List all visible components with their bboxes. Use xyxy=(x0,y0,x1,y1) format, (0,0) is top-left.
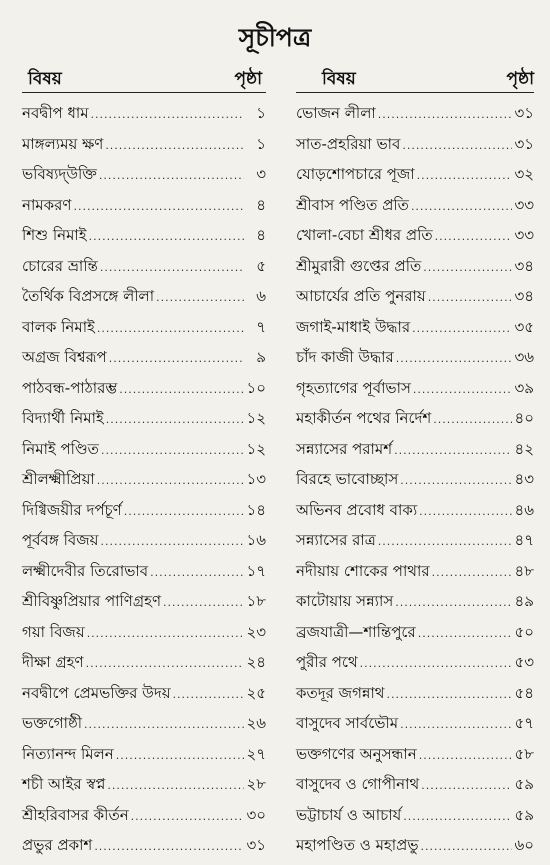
entry-page-number: ৩১ xyxy=(246,836,266,854)
entry-title: নামকরণ xyxy=(22,195,72,214)
toc-entry xyxy=(22,651,266,682)
dot-leader xyxy=(378,535,512,548)
entry-page-number: ৩ xyxy=(256,165,266,183)
dot-leader xyxy=(360,657,512,670)
dot-leader xyxy=(378,108,512,121)
entry-title: অগ্রজ বিশ্বরূপ xyxy=(22,348,107,366)
toc-entry xyxy=(296,560,534,591)
dot-leader xyxy=(423,261,512,274)
entry-title: শ্রীবিষ্ণুপ্রিয়ার পাণিগ্রহণ xyxy=(22,592,162,610)
dot-leader xyxy=(435,230,512,243)
toc-entry xyxy=(296,529,534,560)
entry-title: বালক নিমাই xyxy=(22,317,95,336)
dot-leader xyxy=(403,810,512,823)
toc-entry xyxy=(296,499,534,530)
toc-entry xyxy=(296,102,534,133)
entry-page-number: ২৩ xyxy=(246,622,266,641)
toc-entry xyxy=(22,316,266,347)
dot-leader xyxy=(100,261,244,274)
toc-entry xyxy=(296,834,534,865)
entry-page-number: ৪ xyxy=(256,226,266,244)
subject-header: বিষয় xyxy=(322,69,356,89)
entry-page-number: ৪৯ xyxy=(514,592,534,610)
entry-page-number: ১৭ xyxy=(246,561,266,580)
toc-entry xyxy=(296,651,534,682)
toc-entry xyxy=(22,163,266,194)
toc-entry xyxy=(296,682,534,713)
toc-entry xyxy=(296,407,534,438)
entry-title: তৈর্থিক বিপ্রসঙ্গে লীলা xyxy=(22,287,155,305)
dot-leader xyxy=(419,505,512,518)
entry-title: গৃহত্যাগের পূর্বাভাস xyxy=(296,378,411,397)
dot-leader xyxy=(119,383,244,396)
dot-leader xyxy=(421,779,512,792)
dot-leader xyxy=(89,230,244,243)
entry-page-number: ২৫ xyxy=(246,683,266,702)
entry-page-number: ৫৯ xyxy=(514,805,534,824)
dot-leader xyxy=(394,444,512,457)
entry-page-number: ২৮ xyxy=(246,775,266,793)
dot-leader xyxy=(84,718,244,731)
entry-title: ভট্টাচার্য ও আচার্য xyxy=(296,805,402,824)
dot-leader xyxy=(412,322,512,335)
entry-title: নবদ্বীপে প্রেমভক্তির উদয় xyxy=(22,683,171,702)
subject-header: বিষয় xyxy=(28,69,62,89)
toc-entry xyxy=(22,773,266,804)
dot-leader xyxy=(402,139,512,152)
entry-page-number: ৬০ xyxy=(514,836,534,854)
dot-leader xyxy=(418,627,512,640)
dot-leader xyxy=(101,535,245,548)
page-header: পৃষ্ঠা xyxy=(234,69,262,89)
header-divider xyxy=(296,92,534,93)
entry-list xyxy=(22,102,266,865)
entry-page-number: ৩২ xyxy=(514,165,534,183)
entry-title: ভবিষ্যদ্‌উক্তি xyxy=(22,165,97,183)
toc-entry xyxy=(296,163,534,194)
entry-title: শিশু নিমাই xyxy=(22,226,87,244)
toc-entry xyxy=(296,377,534,408)
entry-page-number: ৪০ xyxy=(514,409,534,427)
entry-page-number: ২৭ xyxy=(246,744,266,763)
entry-page-number: ৩৬ xyxy=(514,348,534,366)
dot-leader xyxy=(97,322,244,335)
entry-title: পাঠবন্ধ-পাঠারম্ভ xyxy=(22,378,118,397)
toc-entry xyxy=(296,438,534,469)
dot-leader xyxy=(163,596,244,609)
dot-leader xyxy=(421,840,512,853)
dot-leader xyxy=(105,139,244,152)
toc-entry xyxy=(296,285,534,316)
entry-title: দিগ্বিজয়ীর দর্পচূর্ণ xyxy=(22,500,122,519)
dot-leader xyxy=(131,810,244,823)
toc-entry xyxy=(22,468,266,499)
entry-title: চোরের ভ্রান্তি xyxy=(22,256,98,275)
dot-leader xyxy=(86,657,244,670)
dot-leader xyxy=(87,627,244,640)
entry-title: মাঙ্গল্যময় ক্ষণ xyxy=(22,134,104,153)
entry-title: কতদূর জগন্নাথ xyxy=(296,683,385,702)
entry-page-number: ৩৯ xyxy=(514,378,534,397)
dot-leader xyxy=(417,169,512,182)
entry-page-number: ৪৩ xyxy=(514,470,534,488)
toc-entry xyxy=(22,224,266,255)
dot-leader xyxy=(419,749,512,762)
entry-page-number: ৫০ xyxy=(514,622,534,641)
entry-page-number: ১৪ xyxy=(246,500,266,519)
dot-leader xyxy=(413,383,512,396)
entry-page-number: ১ xyxy=(256,104,266,122)
entry-page-number: ৪ xyxy=(256,195,266,214)
dot-leader xyxy=(106,413,244,426)
entry-title: খোলা-বেচা শ্রীধর প্রতি xyxy=(296,226,433,244)
toc-entry xyxy=(22,255,266,286)
entry-page-number: ১ xyxy=(256,134,266,153)
toc-entry xyxy=(296,468,534,499)
entry-title: বাসুদেব সার্বভৌম xyxy=(296,714,399,732)
toc-entry xyxy=(22,499,266,530)
entry-title: শ্রীহরিবাসর কীর্তন xyxy=(22,805,129,824)
entry-title: মহাপণ্ডিত ও মহাপ্রভু xyxy=(296,836,419,854)
toc-entry xyxy=(22,529,266,560)
entry-title: বাসুদেব ও গোপীনাথ xyxy=(296,775,420,793)
entry-title: যোড়শোপচারে পূজা xyxy=(296,165,415,183)
column-header xyxy=(22,66,266,92)
toc-entry xyxy=(296,621,534,652)
entry-title: লক্ষ্মীদেবীর তিরোভাব xyxy=(22,561,149,580)
column-header xyxy=(296,66,534,92)
entry-page-number: ১৩ xyxy=(246,470,266,488)
toc-entry xyxy=(296,346,534,377)
toc-entry xyxy=(22,621,266,652)
entry-page-number: ৩৪ xyxy=(514,256,534,275)
entry-page-number: ৫৯ xyxy=(514,775,534,793)
toc-entry xyxy=(296,133,534,164)
entry-list xyxy=(296,102,534,865)
page-title: সূচীপত্র xyxy=(238,23,312,52)
entry-page-number: ৩০ xyxy=(246,805,266,824)
dot-leader xyxy=(173,688,244,701)
entry-page-number: ৩৪ xyxy=(514,287,534,305)
dot-leader xyxy=(428,291,512,304)
entry-title: কাটোয়ায় সন্ন্যাস xyxy=(296,592,394,610)
toc-entry xyxy=(296,804,534,835)
toc-entry xyxy=(296,194,534,225)
entry-page-number: ৭ xyxy=(256,317,266,336)
contents-column-left xyxy=(22,66,266,865)
entry-title: জগাই-মাধাই উদ্ধার xyxy=(296,317,411,336)
entry-title: পূর্ববঙ্গ বিজয় xyxy=(22,531,99,549)
dot-leader xyxy=(97,474,244,487)
entry-page-number: ৩১ xyxy=(514,104,534,122)
toc-entry xyxy=(296,255,534,286)
entry-page-number: ৩১ xyxy=(514,134,534,153)
entry-title: পুরীর পথে xyxy=(296,653,358,671)
dot-leader xyxy=(432,566,512,579)
dot-leader xyxy=(396,352,512,365)
toc-entry xyxy=(22,590,266,621)
dot-leader xyxy=(411,200,512,213)
dot-leader xyxy=(91,108,244,121)
toc-entry xyxy=(22,438,266,469)
toc-entry xyxy=(296,743,534,774)
entry-page-number: ৫৭ xyxy=(514,714,534,732)
toc-entry xyxy=(296,590,534,621)
entry-title: দীক্ষা গ্রহণ xyxy=(22,653,84,671)
entry-title: শ্রীলক্ষ্মীপ্রিয়া xyxy=(22,470,95,488)
entry-page-number: ৬ xyxy=(256,287,266,305)
entry-title: সন্ন্যাসের রাত্র xyxy=(296,531,376,549)
contents-column-right xyxy=(296,66,534,865)
entry-page-number: ৪৬ xyxy=(514,500,534,519)
entry-title: চাঁদ কাজী উদ্ধার xyxy=(296,348,394,366)
toc-entry xyxy=(22,346,266,377)
toc-entry xyxy=(22,285,266,316)
toc-entry xyxy=(22,560,266,591)
toc-entry xyxy=(22,102,266,133)
entry-page-number: ৯ xyxy=(256,348,266,366)
toc-entry xyxy=(22,133,266,164)
entry-title: ভক্তগোষ্ঠী xyxy=(22,714,83,732)
dot-leader xyxy=(156,291,244,304)
entry-page-number: ১২ xyxy=(246,409,266,427)
entry-page-number: ১০ xyxy=(246,378,266,397)
dot-leader xyxy=(116,749,244,762)
entry-page-number: ৫৪ xyxy=(514,683,534,702)
entry-page-number: ৫৮ xyxy=(514,744,534,763)
entry-page-number: ৪৭ xyxy=(514,531,534,549)
entry-page-number: ৪৮ xyxy=(514,561,534,580)
entry-title: বিদ্যার্থী নিমাই xyxy=(22,409,104,427)
dot-leader xyxy=(73,200,244,213)
dot-leader xyxy=(99,169,244,182)
entry-title: নিমাই পণ্ডিত xyxy=(22,439,99,458)
toc-entry xyxy=(22,194,266,225)
dot-leader xyxy=(400,718,512,731)
toc-entry xyxy=(22,682,266,713)
entry-title: ভক্তগণের অনুসন্ধান xyxy=(296,744,417,763)
dot-leader xyxy=(150,566,244,579)
toc-entry xyxy=(296,224,534,255)
entry-page-number: ৫৩ xyxy=(514,653,534,671)
toc-entry xyxy=(296,773,534,804)
dot-leader xyxy=(400,474,512,487)
entry-title: নিত্যানন্দ মিলন xyxy=(22,744,114,763)
toc-entry xyxy=(22,834,266,865)
dot-leader xyxy=(109,352,244,365)
entry-title: সন্ন্যাসের পরামর্শ xyxy=(296,439,393,458)
entry-page-number: ১২ xyxy=(246,439,266,458)
entry-page-number: ৫ xyxy=(256,256,266,275)
toc-entry xyxy=(22,377,266,408)
toc-entry xyxy=(22,804,266,835)
entry-title: সাত-প্রহরিয়া ভাব xyxy=(296,134,401,153)
dot-leader xyxy=(101,444,244,457)
entry-page-number: ১৬ xyxy=(246,531,266,549)
toc-entry xyxy=(22,407,266,438)
entry-title: নবদ্বীপ ধাম xyxy=(22,104,89,122)
toc-entry xyxy=(296,712,534,743)
entry-title: ব্রজযাত্রী—শান্তিপুরে xyxy=(296,622,416,641)
entry-page-number: ২৬ xyxy=(246,714,266,732)
entry-title: নদীয়ায় শোকের পাথার xyxy=(296,561,430,580)
entry-title: প্রভুর প্রকাশ xyxy=(22,836,93,854)
dot-leader xyxy=(124,505,244,518)
entry-page-number: ৪২ xyxy=(514,439,534,458)
dot-leader xyxy=(107,779,244,792)
toc-entry xyxy=(22,743,266,774)
toc-entry xyxy=(296,316,534,347)
dot-leader xyxy=(94,840,244,853)
entry-title: অভিনব প্রবোধ বাক্য xyxy=(296,500,418,519)
entry-title: মহাকীর্তন পথের নির্দেশ xyxy=(296,409,432,427)
entry-page-number: ৩৫ xyxy=(514,317,534,336)
dot-leader xyxy=(387,688,512,701)
entry-title: শ্রীবাস পণ্ডিত প্রতি xyxy=(296,195,409,214)
entry-title: বিরহে ভাবোচ্ছাস xyxy=(296,470,399,488)
toc-entry xyxy=(22,712,266,743)
header-divider xyxy=(22,92,266,93)
entry-page-number: ১৮ xyxy=(246,592,266,610)
entry-title: ভোজন লীলা xyxy=(296,104,376,122)
entry-title: শচী আইর স্বপ্ন xyxy=(22,775,106,793)
page-header: পৃষ্ঠা xyxy=(506,69,534,89)
entry-title: আচার্যের প্রতি পুনরায় xyxy=(296,287,426,305)
dot-leader xyxy=(395,596,512,609)
entry-title: শ্রীমুরারী গুপ্তের প্রতি xyxy=(296,256,422,275)
entry-page-number: ৩৩ xyxy=(514,195,534,214)
entry-title: গয়া বিজয় xyxy=(22,622,85,641)
entry-page-number: ২৪ xyxy=(246,653,266,671)
dot-leader xyxy=(433,413,512,426)
entry-page-number: ৩৩ xyxy=(514,226,534,244)
